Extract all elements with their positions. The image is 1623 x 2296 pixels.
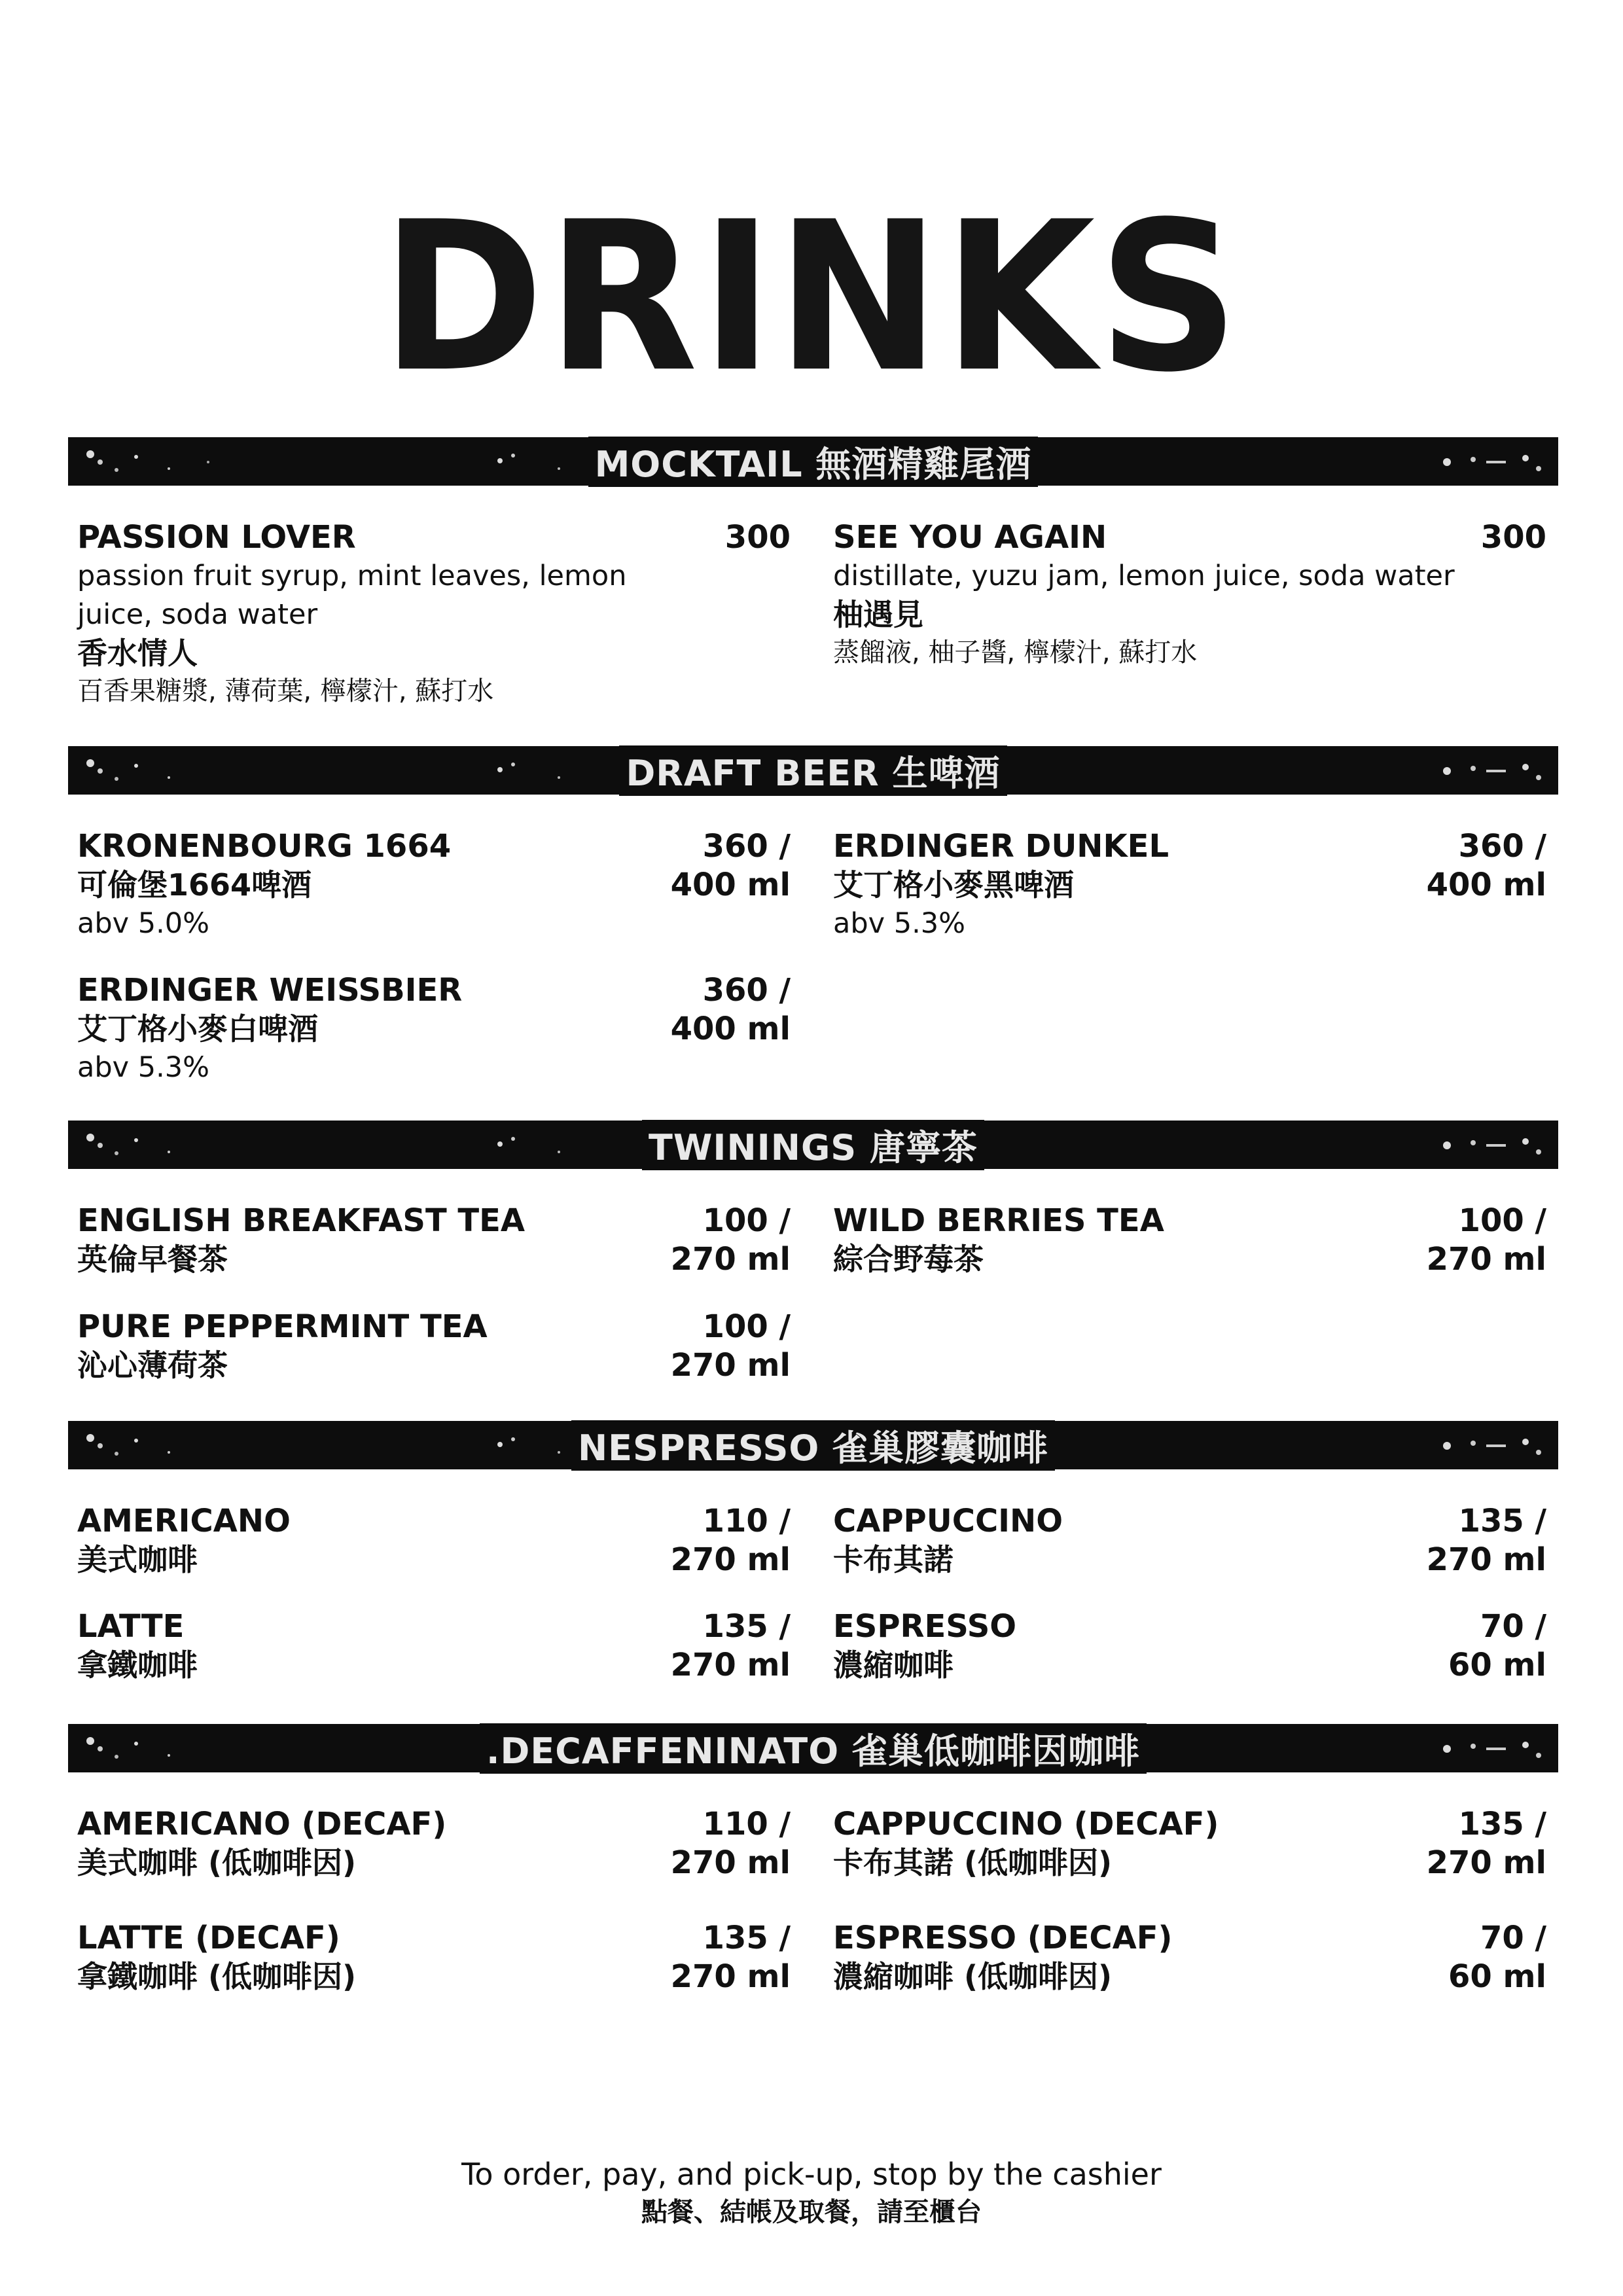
item-name: KRONENBOURG 1664 (77, 828, 452, 865)
item-chinese-name: 美式咖啡 (低咖啡因) (77, 1845, 357, 1880)
item-price: 70 / (1480, 1608, 1546, 1645)
item-price: 110 / (702, 1503, 791, 1539)
speckle-decoration (487, 1126, 592, 1164)
item-price: 100 / (702, 1202, 791, 1239)
item-name: ERDINGER DUNKEL (833, 828, 1169, 865)
speckle-decoration (487, 442, 592, 480)
item-chinese-name: 香水情人 (77, 636, 198, 671)
speckle-decoration (77, 1426, 234, 1464)
item-volume: 270 ml (1426, 1241, 1546, 1278)
item-volume: 270 ml (670, 1541, 791, 1578)
menu-item (77, 1308, 791, 1385)
item-chinese-name: 濃縮咖啡 (低咖啡因) (833, 1959, 1113, 1994)
menu-item (77, 1607, 791, 1685)
item-chinese-name: 可倫堡1664啤酒 (77, 867, 312, 903)
menu-item (833, 827, 1546, 943)
item-price: 300 (1480, 519, 1546, 556)
item-name: ENGLISH BREAKFAST TEA (77, 1202, 526, 1239)
menu-item (77, 1805, 791, 1882)
item-chinese-name: 柚遇見 (833, 597, 923, 632)
item-price: 135 / (1458, 1503, 1546, 1539)
item-chinese-name: 艾丁格小麥白啤酒 (77, 1011, 318, 1047)
item-volume: 270 ml (670, 1347, 791, 1384)
item-volume: 270 ml (670, 1647, 791, 1683)
menu-item (833, 1919, 1546, 1996)
item-abv: abv 5.3% (833, 907, 966, 940)
speckle-decoration (1421, 1426, 1552, 1464)
section-title: DRAFT BEER 生啤酒 (619, 745, 1007, 796)
item-price: 135 / (702, 1920, 791, 1956)
speckle-decoration (77, 442, 234, 480)
menu-item (77, 827, 791, 943)
section-header-decaf (68, 1724, 1558, 1772)
speckle-decoration (77, 1126, 234, 1164)
section-header-mocktail (68, 437, 1558, 486)
item-price: 135 / (1458, 1806, 1546, 1842)
item-chinese-name: 拿鐵咖啡 (77, 1647, 198, 1683)
item-chinese-name: 卡布其諾 (低咖啡因) (833, 1845, 1113, 1880)
menu-item (77, 1202, 791, 1279)
speckle-decoration (77, 1729, 234, 1767)
item-chinese-name: 艾丁格小麥黑啤酒 (833, 867, 1074, 903)
item-price: 100 / (702, 1308, 791, 1345)
item-price: 100 / (1458, 1202, 1546, 1239)
item-volume: 60 ml (1448, 1647, 1546, 1683)
item-chinese-description: 百香果糖漿, 薄荷葉, 檸檬汁, 蘇打水 (77, 676, 494, 706)
item-price: 360 / (702, 828, 791, 865)
item-name: ESPRESSO (DECAF) (833, 1920, 1173, 1956)
speckle-decoration (1421, 1126, 1552, 1164)
menu-item (833, 1502, 1546, 1579)
speckle-decoration (1421, 442, 1552, 480)
item-name: CAPPUCCINO (DECAF) (833, 1806, 1219, 1842)
item-name: CAPPUCCINO (833, 1503, 1063, 1539)
menu-item (833, 1805, 1546, 1882)
footer (0, 2155, 1623, 2231)
menu-item (77, 1919, 791, 1996)
section-header-twinings (68, 1121, 1558, 1169)
item-chinese-name: 卡布其諾 (833, 1542, 954, 1577)
item-volume: 400 ml (670, 1011, 791, 1047)
item-name: ESPRESSO (833, 1608, 1017, 1645)
item-price: 360 / (1458, 828, 1546, 865)
item-name: SEE YOU AGAIN (833, 519, 1107, 556)
footer-instructions-zh: 點餐、結帳及取餐，請至櫃台 (641, 2197, 982, 2227)
item-chinese-name: 沁心薄荷茶 (77, 1348, 228, 1383)
item-name: LATTE (77, 1608, 185, 1645)
item-price: 300 (724, 519, 791, 556)
item-abv: abv 5.3% (77, 1051, 210, 1084)
item-name: AMERICANO (77, 1503, 291, 1539)
item-description: passion fruit syrup, mint leaves, lemon juice, soda water (77, 560, 627, 631)
item-chinese-name: 綜合野莓茶 (833, 1242, 984, 1277)
menu-item (77, 518, 791, 709)
item-volume: 270 ml (1426, 1844, 1546, 1881)
item-volume: 400 ml (670, 867, 791, 903)
item-price: 360 / (702, 972, 791, 1009)
menu-item (77, 971, 791, 1087)
item-volume: 60 ml (1448, 1958, 1546, 1995)
item-abv: abv 5.0% (77, 907, 210, 940)
section-title: NESPRESSO 雀巢膠囊咖啡 (571, 1420, 1055, 1471)
section-title: MOCKTAIL 無酒精雞尾酒 (588, 437, 1039, 487)
item-name: ERDINGER WEISSBIER (77, 972, 463, 1009)
menu-item (833, 518, 1546, 671)
item-volume: 270 ml (670, 1958, 791, 1995)
item-volume: 270 ml (1426, 1541, 1546, 1578)
section-header-draft-beer (68, 746, 1558, 795)
item-volume: 270 ml (670, 1844, 791, 1881)
section-title: TWININGS 唐寧茶 (642, 1120, 984, 1170)
item-price: 70 / (1480, 1920, 1546, 1956)
item-price: 110 / (702, 1806, 791, 1842)
menu-item (77, 1502, 791, 1579)
item-chinese-description: 蒸餾液, 柚子醬, 檸檬汁, 蘇打水 (833, 637, 1198, 668)
item-name: LATTE (DECAF) (77, 1920, 340, 1956)
section-title: .DECAFFENINATO 雀巢低咖啡因咖啡 (480, 1723, 1147, 1774)
item-price: 135 / (702, 1608, 791, 1645)
section-header-nespresso (68, 1421, 1558, 1469)
item-name: PURE PEPPERMINT TEA (77, 1308, 488, 1345)
item-volume: 400 ml (1426, 867, 1546, 903)
menu-item (833, 1607, 1546, 1685)
menu-item (833, 1202, 1546, 1279)
speckle-decoration (487, 751, 592, 789)
footer-instructions-en: To order, pay, and pick-up, stop by the cashier (461, 2157, 1162, 2192)
item-chinese-name: 英倫早餐茶 (77, 1242, 228, 1277)
item-chinese-name: 濃縮咖啡 (833, 1647, 954, 1683)
page-title: DRINKS (381, 177, 1242, 418)
item-name: AMERICANO (DECAF) (77, 1806, 447, 1842)
item-name: PASSION LOVER (77, 519, 356, 556)
speckle-decoration (1421, 1729, 1552, 1767)
item-description: distillate, yuzu jam, lemon juice, soda water (833, 560, 1455, 592)
item-name: WILD BERRIES TEA (833, 1202, 1164, 1239)
speckle-decoration (1421, 751, 1552, 789)
item-chinese-name: 美式咖啡 (77, 1542, 198, 1577)
item-volume: 270 ml (670, 1241, 791, 1278)
item-chinese-name: 拿鐵咖啡 (低咖啡因) (77, 1959, 357, 1994)
speckle-decoration (77, 751, 234, 789)
